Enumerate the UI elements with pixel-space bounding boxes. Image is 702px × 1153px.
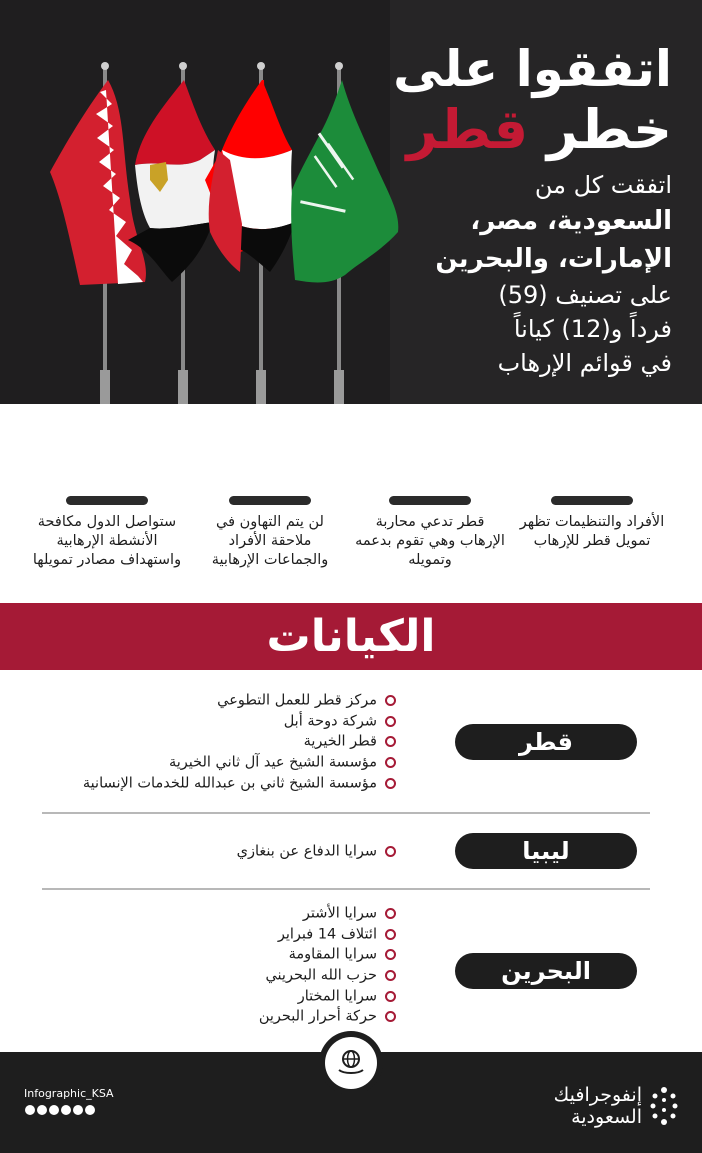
hero-title <box>372 40 672 162</box>
list-item: ائتلاف 14 فبراير <box>0 924 396 945</box>
group-list-bahrain <box>0 903 396 1027</box>
key-point-text: الأفراد والتنظيمات تظهر تمويل قطر للإرهاب <box>519 514 665 549</box>
brand-line1: إنفوجرافيك <box>553 1084 642 1106</box>
list-item: مؤسسة الشيخ ثاني بن عبدالله للخدمات الإنسانية <box>0 773 396 794</box>
globe-hand-emblem-icon <box>318 1030 384 1096</box>
uae-flag-icon <box>205 80 295 272</box>
list-item: سرايا المختار <box>0 986 396 1007</box>
group-list-libya <box>0 841 396 862</box>
youtube-icon[interactable] <box>49 1105 59 1115</box>
flags-illustration <box>0 0 402 404</box>
key-points <box>0 404 702 604</box>
key-point <box>355 496 505 570</box>
hero-title-line1: اتفقوا على <box>393 40 672 98</box>
snapchat-icon[interactable] <box>73 1105 83 1115</box>
hero-desc-line: السعودية، مصر، <box>470 206 672 236</box>
list-item: سرايا المقاومة <box>0 944 396 965</box>
key-point-bar <box>66 496 148 505</box>
hero-desc-line: على تصنيف (59) <box>498 281 672 309</box>
key-point-bar <box>229 496 311 505</box>
hero-section <box>0 0 702 404</box>
bullet-icon <box>385 757 396 768</box>
key-point-text: لن يتم التهاون في ملاحقة الأفراد والجماعات الإرهابية <box>211 514 329 568</box>
facebook-icon[interactable] <box>61 1105 71 1115</box>
group-label-libya: ليبيا <box>455 833 637 869</box>
key-point-bar <box>389 496 471 505</box>
entities-banner <box>0 603 702 670</box>
bahrain-flag-icon <box>50 80 146 285</box>
list-item: شركة دوحة أبل <box>0 711 396 732</box>
hero-desc-line: فرداً و(12) كياناً <box>513 315 672 343</box>
entities-banner-title: الكيانات <box>266 611 436 662</box>
divider <box>42 888 650 890</box>
key-point-text: قطر تدعي محاربة الإرهاب وهي تقوم بدعمه وتمويله <box>355 514 505 568</box>
list-item: مركز قطر للعمل التطوعي <box>0 690 396 711</box>
list-item: حركة أحرار البحرين <box>0 1006 396 1027</box>
list-item: سرايا الأشتر <box>0 903 396 924</box>
list-item: حزب الله البحريني <box>0 965 396 986</box>
hero-desc-line: في قوائم الإرهاب <box>497 349 672 377</box>
hero-title-line2 <box>372 98 672 162</box>
key-point <box>195 496 345 570</box>
bullet-icon <box>385 929 396 940</box>
bullet-icon <box>385 716 396 727</box>
list-item: سرايا الدفاع عن بنغازي <box>0 841 396 862</box>
divider <box>42 812 650 814</box>
bullet-icon <box>385 736 396 747</box>
key-point-bar <box>551 496 633 505</box>
key-point <box>32 496 182 570</box>
brand-logo-text <box>482 1084 642 1128</box>
list-item: قطر الخيرية <box>0 731 396 752</box>
key-point-text: ستواصل الدول مكافحة الأنشطة الإرهابية واستهداف مصادر تمويلها <box>32 514 182 568</box>
brand-dots-icon <box>650 1086 678 1126</box>
key-point <box>517 496 667 551</box>
list-item: مؤسسة الشيخ عيد آل ثاني الخيرية <box>0 752 396 773</box>
bullet-icon <box>385 991 396 1002</box>
group-list-qatar <box>0 690 396 793</box>
brand-line2: السعودية <box>571 1106 642 1128</box>
social-icons <box>25 1105 97 1115</box>
bullet-icon <box>385 846 396 857</box>
social-handle[interactable]: Infographic_KSA <box>24 1087 114 1100</box>
hero-title-danger-word: خطر <box>546 98 672 161</box>
hero-description <box>372 168 672 380</box>
hero-desc-line: الإمارات، والبحرين <box>435 244 672 274</box>
bullet-icon <box>385 695 396 706</box>
bullet-icon <box>385 949 396 960</box>
bullet-icon <box>385 778 396 789</box>
telegram-icon[interactable] <box>85 1105 95 1115</box>
bullet-icon <box>385 1011 396 1022</box>
hero-desc-line: اتفقت كل من <box>534 171 672 199</box>
bullet-icon <box>385 970 396 981</box>
instagram-icon[interactable] <box>37 1105 47 1115</box>
twitter-icon[interactable] <box>25 1105 35 1115</box>
bullet-icon <box>385 908 396 919</box>
hero-title-qatar-word: قطر <box>406 98 529 161</box>
group-label-qatar: قطر <box>455 724 637 760</box>
group-label-bahrain: البحرين <box>455 953 637 989</box>
